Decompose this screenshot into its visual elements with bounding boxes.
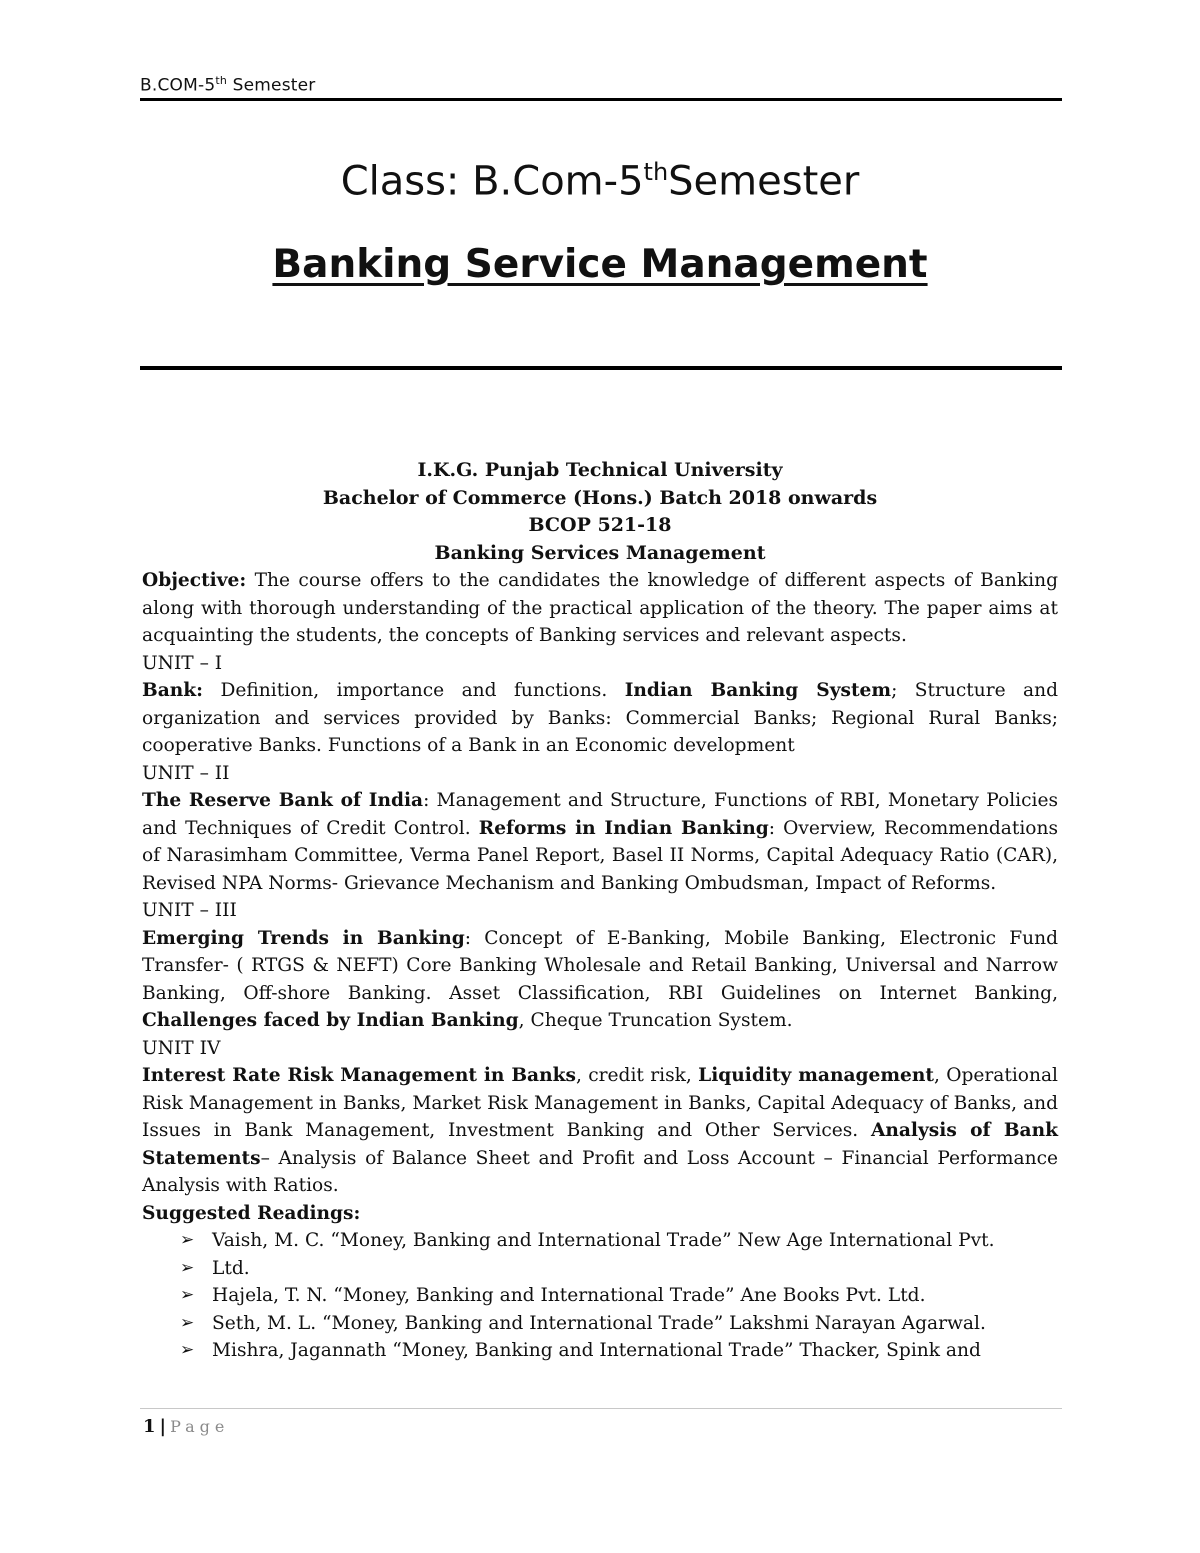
readings-list [142,1227,1058,1365]
page-number: 1 [143,1416,156,1437]
reading-item [142,1310,1058,1338]
unit-4-bold-2: Liquidity management [698,1065,934,1086]
reading-item-text: Seth, M. L. “Money, Banking and International Trade” Lakshmi Narayan Agarwal. [212,1312,986,1334]
objective-text: The course offers to the candidates the knowledge of different aspects of Banking along with thorough understanding of the practical application of the theory. The paper aims at acquainting the students, the concepts of Banking services and relevant aspects. [142,570,1058,646]
unit-1-content [142,677,1058,760]
objective-paragraph [142,567,1058,650]
unit-1-bold-1: Bank: [142,680,204,701]
unit-3-bold-2: Challenges faced by Indian Banking [142,1010,519,1031]
reading-item [142,1337,1058,1365]
unit-4-text-1: , credit risk, [575,1065,699,1086]
readings-title [142,1200,1058,1228]
course-code: BCOP 521-18 [528,514,672,536]
unit-2-content [142,787,1058,897]
unit-3-bold-1: Emerging Trends in Banking [142,927,465,949]
unit-1-bold-2: Indian Banking System [624,680,892,701]
unit-1-text-2: ; Structure and organization and services provided by Banks: Commercial Banks; Regional Rural Banks; cooperative Banks. Functions of a Bank in an Economic development [142,680,1058,756]
university-name: I.K.G. Punjab Technical University [417,459,783,481]
reading-item-text: Hajela, T. N. “Money, Banking and International Trade” Ane Books Pvt. Ltd. [212,1285,926,1306]
unit-4-content [142,1062,1058,1200]
unit-2-title: UNIT – II [142,762,230,784]
unit-3-text-1: : Concept of E-Banking, Mobile Banking, Electronic Fund Transfer- ( RTGS & NEFT) Core Banking Wholesale and Retail Banking, Universal and Narrow Banking, Off-shore Banking. Asset Classification, RBI Guidelines on Internet Banking, [142,927,1058,1004]
unit-2-text-1: : Management and Structure, Functions of RBI, Monetary Policies and Techniques of Credit Control. [142,790,1058,839]
reading-item [142,1255,1058,1283]
unit-4-text-2: , Operational Risk Management in Banks, Market Risk Management in Banks, Capital Adequacy of Banks, and Issues in Bank Management, Investment Banking and Other Services. [142,1065,1058,1141]
unit-4-title: UNIT IV [142,1037,221,1059]
syllabus-body [142,567,1058,1365]
header-rule [140,98,1062,101]
footer-separator: | [159,1416,167,1437]
reading-item-text: Ltd. [212,1257,250,1279]
unit-4-text-3: – Analysis of Balance Sheet and Profit and Loss Account – Financial Performance Analysis with Ratios. [142,1147,1058,1196]
unit-3-text-2: , Cheque Truncation System. [518,1010,793,1031]
running-header [140,74,315,96]
reading-item-text: Vaish, M. C. “Money, Banking and International Trade” New Age International Pvt. [212,1230,995,1251]
reading-item [142,1227,1058,1255]
unit-2-bold-2: Reforms in Indian Banking [478,817,769,839]
subject-name: Banking Services Management [434,541,766,564]
unit-2-bold-1: The Reserve Bank of India [142,790,424,811]
syllabus-header [140,457,1060,567]
reading-item [142,1282,1058,1310]
unit-3-content [142,925,1058,1035]
running-header-suffix: Semester [227,75,316,96]
class-title-suffix: Semester [668,158,860,205]
unit-4-bold-3: Analysis of Bank Statements [142,1120,1058,1169]
readings-title-text: Suggested Readings: [142,1202,361,1224]
arrow-bullet-icon: ➢ [180,1285,195,1305]
arrow-bullet-icon: ➢ [180,1257,195,1278]
class-title [140,158,1060,204]
unit-2-text-2: : Overview, Recommendations of Narasimham Committee, Verma Panel Report, Basel II Norms, Capital Adequacy Ratio (CAR), Revised NPA Norms- Grievance Mechanism and Banking Ombudsman, Impact of Reforms. [142,817,1058,894]
objective-label: Objective: [142,570,247,591]
programme-name: Bachelor of Commerce (Hons.) Batch 2018 onwards [322,486,878,509]
arrow-bullet-icon: ➢ [180,1312,195,1333]
running-header-superscript: th [215,74,228,87]
unit-1-text-1: Definition, importance and functions. [203,680,625,701]
unit-3-title: UNIT – III [142,900,237,921]
footer-rule [140,1408,1062,1409]
class-title-text: Class: B.Com-5 [340,158,644,205]
course-title: Banking Service Management [272,242,928,287]
running-header-text: B.COM-5 [140,75,216,96]
arrow-bullet-icon: ➢ [180,1230,195,1250]
page-footer [143,1416,229,1437]
unit-1-title: UNIT – I [142,652,223,674]
page-label: Page [170,1417,230,1436]
arrow-bullet-icon: ➢ [180,1340,195,1360]
unit-4-bold-1: Interest Rate Risk Management in Banks [142,1065,576,1086]
reading-item-text: Mishra, Jagannath “Money, Banking and International Trade” Thacker, Spink and [212,1340,981,1361]
title-rule [140,366,1062,370]
class-title-superscript: th [643,158,669,186]
